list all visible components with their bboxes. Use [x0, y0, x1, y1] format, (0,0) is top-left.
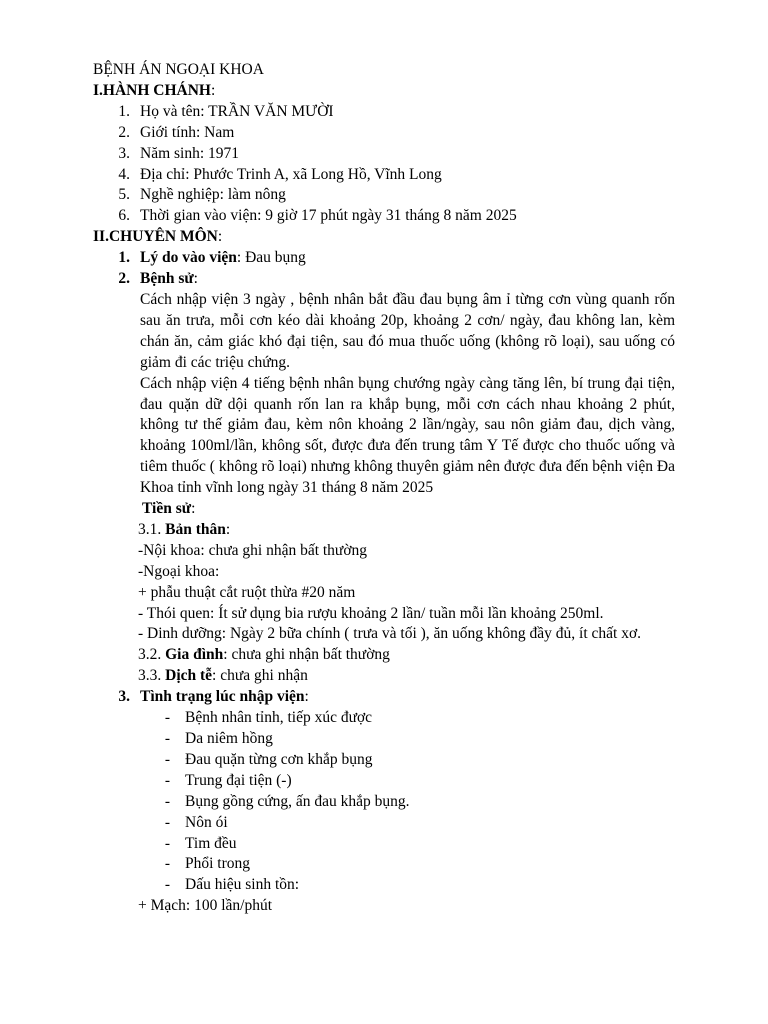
epidemiology-line: 3.3. Dịch tễ: chưa ghi nhận: [138, 667, 308, 685]
surgery-detail-line: + phẫu thuật cắt ruột thừa #20 năm: [138, 583, 356, 601]
list-item: 3. Năm sinh: 1971: [118, 144, 240, 162]
list-item: - Bụng gồng cứng, ấn đau khắp bụng.: [164, 792, 410, 810]
list-item: 6. Thời gian vào viện: 9 giờ 17 phút ngày 31 tháng 8 năm 2025: [118, 207, 517, 225]
list-item: - Dấu hiệu sinh tồn:: [164, 876, 300, 894]
list-item: - Tim đều: [164, 834, 237, 852]
reason-item: 1. Lý do vào viện: Đau bụng: [118, 249, 306, 267]
list-item: - Nôn ói: [164, 813, 228, 831]
list-item: - Bệnh nhân tỉnh, tiếp xúc được: [164, 709, 373, 727]
list-item: - Trung đại tiện (-): [164, 771, 292, 789]
list-item: - Phổi trong: [164, 855, 251, 873]
list-item: 4. Địa chỉ: Phước Trinh A, xã Long Hồ, Vĩnh Long: [118, 165, 442, 183]
admission-status-heading: 3. Tình trạng lúc nhập viện:: [118, 688, 309, 706]
section-professional-heading: II.CHUYÊN MÔN:: [93, 228, 223, 246]
family-history-line: 3.2. Gia đình: chưa ghi nhận bất thường: [138, 646, 390, 664]
section-admin-heading: I.HÀNH CHÁNH:: [93, 81, 216, 99]
admission-status-list: [93, 708, 675, 896]
history-paragraph-2: Cách nhập viện 4 tiếng bệnh nhân bụng chướng ngày càng tăng lên, bí trung đại tiện, đau quặn dữ dội quanh rốn lan ra khắp bụng, mỗi cơn cách nhau khoảng 2 phút, không tư thế giảm đau, kèm nôn khoảng 2 lần/ngày, sau nôn giảm đau, dịch vàng, khoảng 100ml/lần, không sốt, được đưa đến trung tâm Y Tế được cho thuốc uống và tiêm thuốc ( không rõ loại) nhưng không thuyên giảm nên được đưa đến bệnh viện Đa Khoa tỉnh vĩnh long ngày 31 tháng 8 năm 2025: [140, 374, 675, 497]
medical-record: [93, 60, 675, 917]
list-item: - Da niêm hồng: [164, 730, 273, 747]
list-item: 2. Giới tính: Nam: [118, 123, 235, 141]
list-item: 5. Nghề nghiệp: làm nông: [118, 186, 286, 204]
history-paragraph-1: Cách nhập viện 3 ngày , bệnh nhân bắt đầu đau bụng âm ỉ từng cơn vùng quanh rốn sau ăn trưa, mỗi cơn kéo dài khoảng 20p, khoảng 2 cơn/ ngày, đau không lan, kèm chán ăn, cảm giác khó đại tiện, sau đó mua thuốc uống (không rõ loại), sau uống có giảm đi các triệu chứng.: [140, 290, 675, 371]
nutrition-line: - Dinh dưỡng: Ngày 2 bữa chính ( trưa và tối ), ăn uống không đầy đủ, ít chất xơ.: [138, 625, 642, 643]
list-item: - Đau quặn từng cơn khắp bụng: [164, 750, 373, 768]
list-item: 1. Họ và tên: TRẦN VĂN MƯỜI: [118, 102, 334, 120]
admin-list: [93, 102, 675, 227]
history-heading: 2. Bệnh sử:: [118, 270, 198, 288]
self-history-heading: 3.1. Bản thân:: [138, 520, 231, 538]
doc-title: BỆNH ÁN NGOẠI KHOA: [93, 61, 264, 78]
pulse-line: + Mạch: 100 lần/phút: [138, 897, 273, 915]
habit-line: - Thói quen: Ít sử dụng bia rượu khoảng 2 lần/ tuần mỗi lần khoảng 250ml.: [138, 604, 604, 622]
internal-medicine-line: -Nội khoa: chưa ghi nhận bất thường: [138, 541, 368, 559]
surgical-line: -Ngoại khoa:: [138, 562, 220, 580]
past-history-heading: Tiền sử:: [142, 500, 196, 518]
